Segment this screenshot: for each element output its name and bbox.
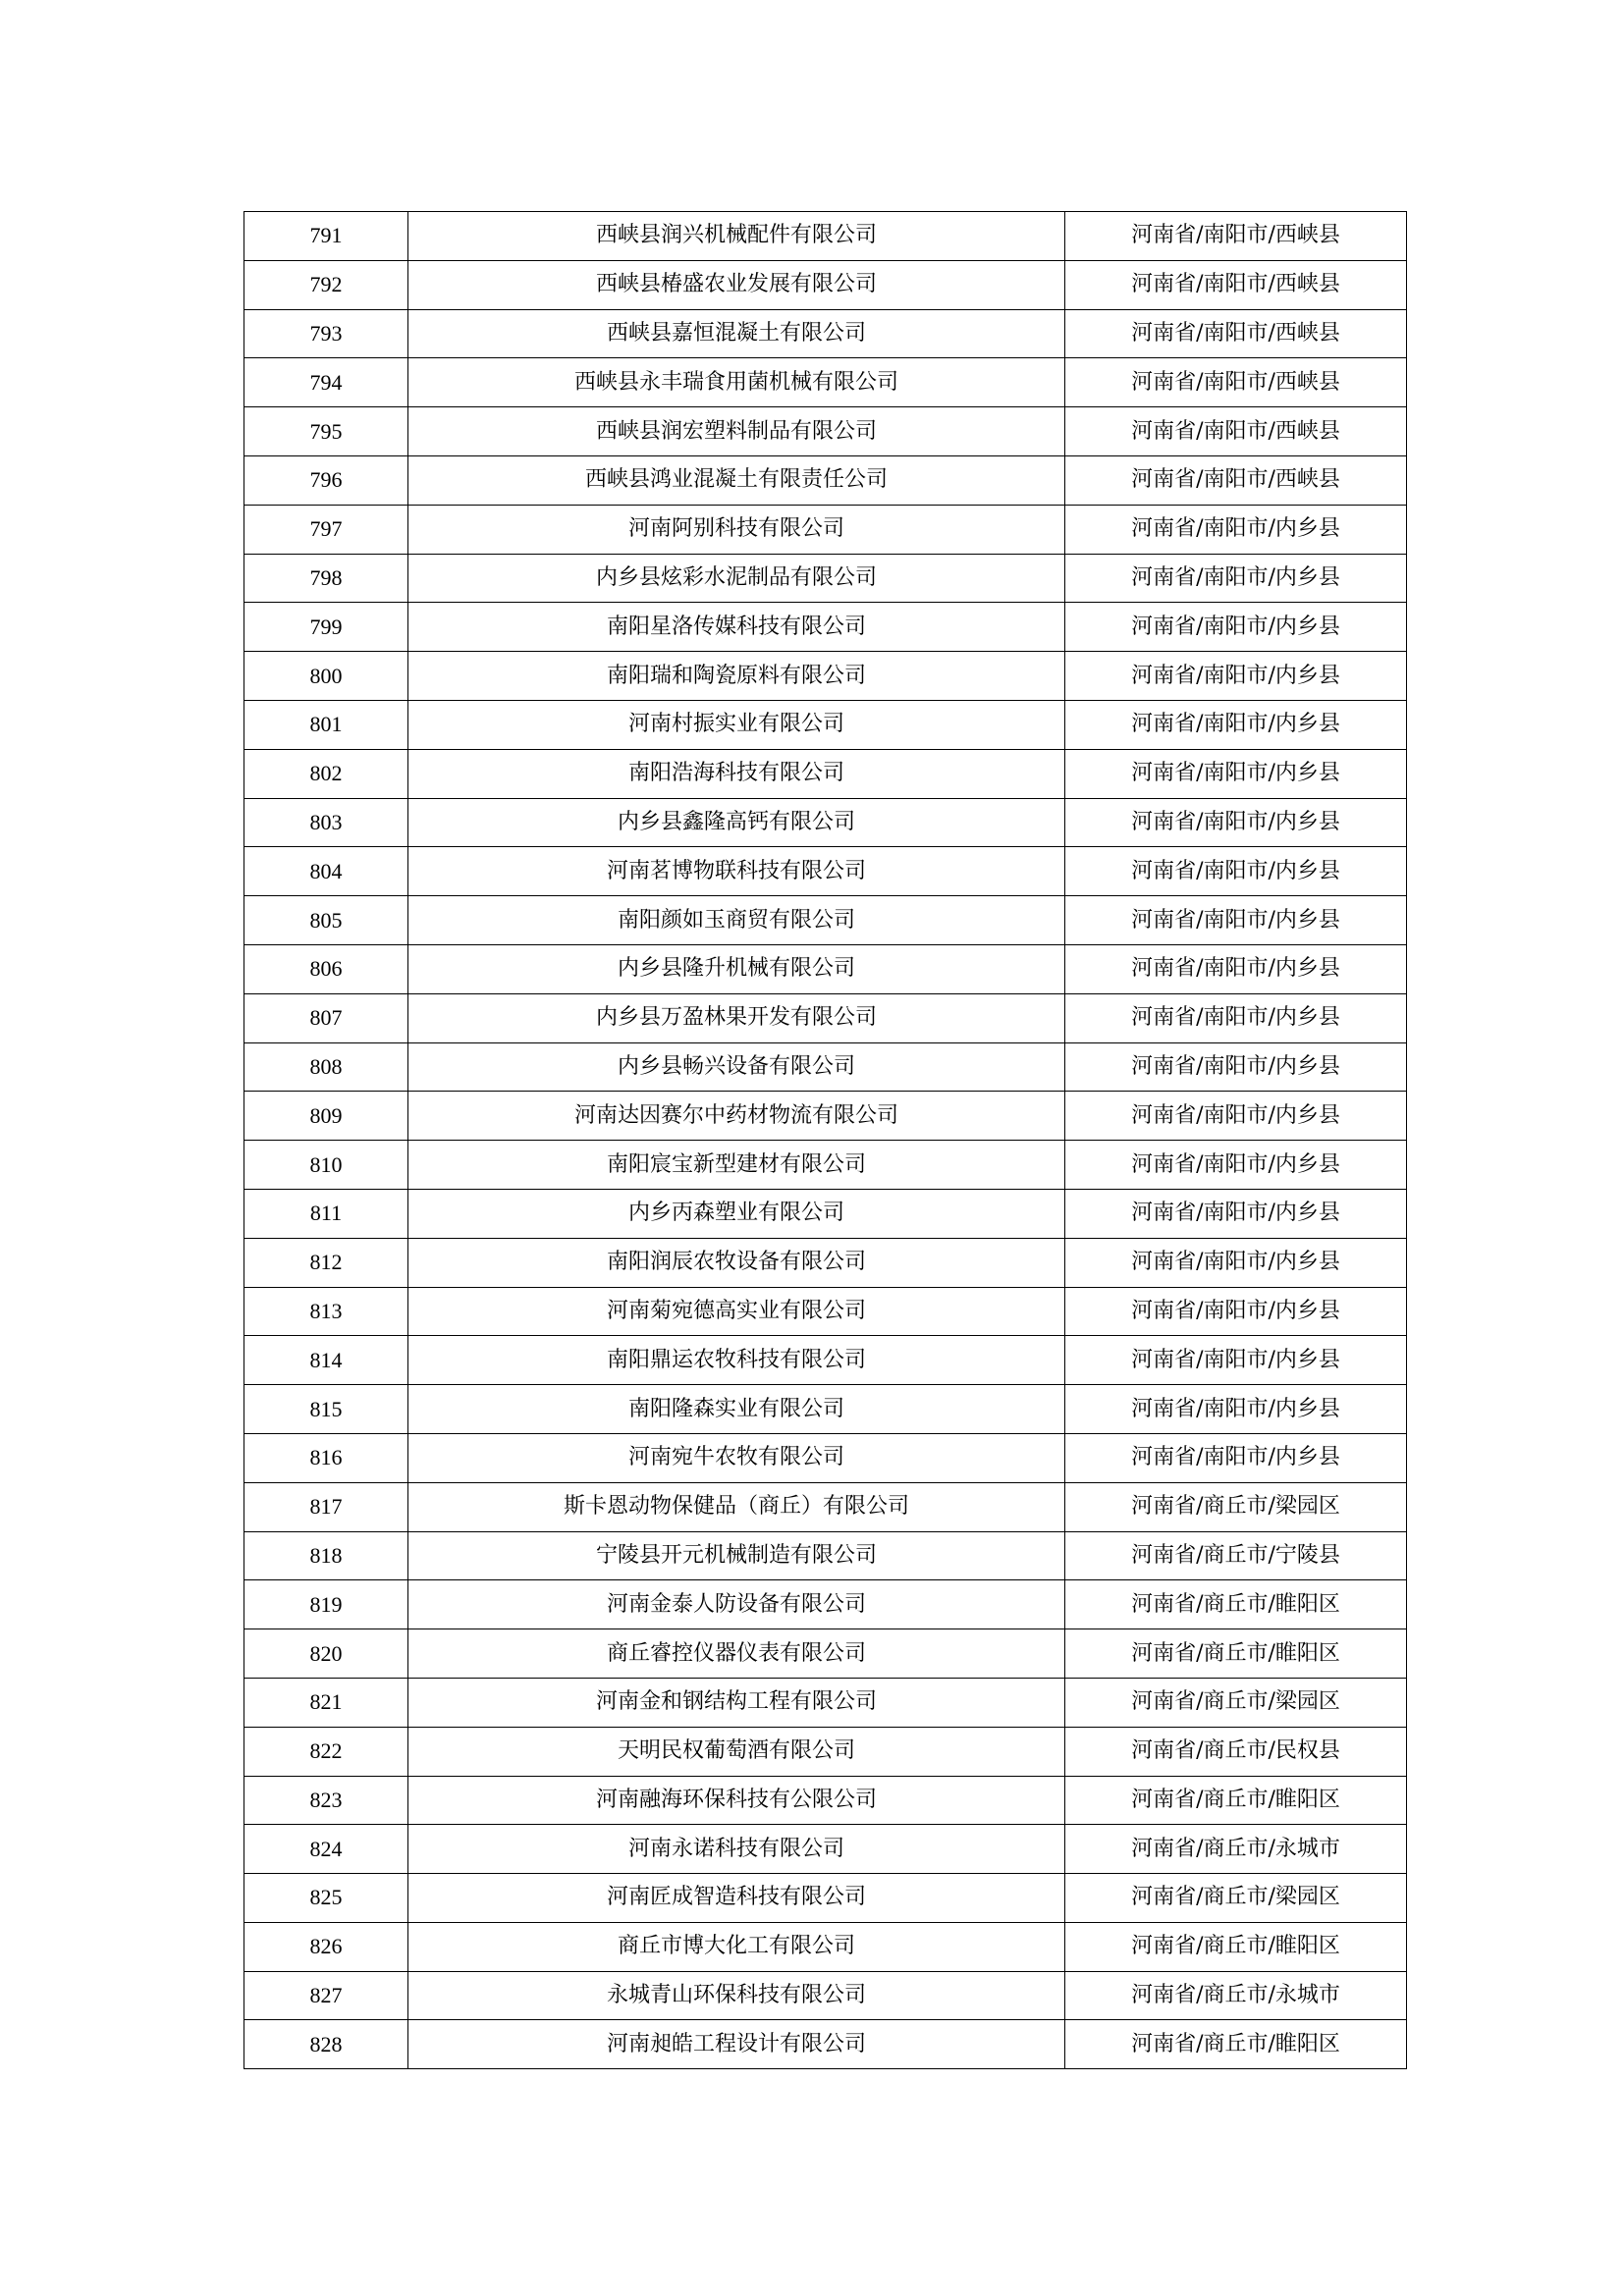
company-name-cell: 河南金和钢结构工程有限公司 bbox=[408, 1678, 1065, 1727]
region-cell: 河南省/南阳市/内乡县 bbox=[1065, 1092, 1407, 1141]
region-cell: 河南省/商丘市/梁园区 bbox=[1065, 1874, 1407, 1923]
company-name-cell: 商丘睿控仪器仪表有限公司 bbox=[408, 1629, 1065, 1679]
serial-number-cell: 803 bbox=[244, 798, 408, 847]
region-cell: 河南省/商丘市/永城市 bbox=[1065, 1825, 1407, 1874]
company-name-cell: 南阳浩海科技有限公司 bbox=[408, 749, 1065, 798]
serial-number-cell: 813 bbox=[244, 1287, 408, 1336]
serial-number-cell: 798 bbox=[244, 554, 408, 603]
serial-number-cell: 820 bbox=[244, 1629, 408, 1679]
serial-number-cell: 792 bbox=[244, 260, 408, 309]
table-row bbox=[244, 1678, 1407, 1727]
region-cell: 河南省/南阳市/内乡县 bbox=[1065, 798, 1407, 847]
region-cell: 河南省/商丘市/永城市 bbox=[1065, 1971, 1407, 2020]
table-row bbox=[244, 358, 1407, 407]
region-cell: 河南省/商丘市/睢阳区 bbox=[1065, 1629, 1407, 1679]
company-name-cell: 河南昶皓工程设计有限公司 bbox=[408, 2020, 1065, 2069]
region-cell: 河南省/南阳市/内乡县 bbox=[1065, 652, 1407, 701]
company-name-cell: 河南阿别科技有限公司 bbox=[408, 505, 1065, 554]
table-row bbox=[244, 505, 1407, 554]
region-cell: 河南省/南阳市/内乡县 bbox=[1065, 944, 1407, 993]
company-name-cell: 西峡县润兴机械配件有限公司 bbox=[408, 212, 1065, 261]
company-name-cell: 西峡县椿盛农业发展有限公司 bbox=[408, 260, 1065, 309]
region-cell: 河南省/南阳市/西峡县 bbox=[1065, 455, 1407, 505]
region-cell: 河南省/南阳市/西峡县 bbox=[1065, 309, 1407, 358]
company-name-cell: 河南永诺科技有限公司 bbox=[408, 1825, 1065, 1874]
company-name-cell: 内乡县炫彩水泥制品有限公司 bbox=[408, 554, 1065, 603]
table-row bbox=[244, 847, 1407, 896]
company-name-cell: 河南金泰人防设备有限公司 bbox=[408, 1580, 1065, 1629]
region-cell: 河南省/商丘市/睢阳区 bbox=[1065, 1580, 1407, 1629]
serial-number-cell: 810 bbox=[244, 1141, 408, 1190]
region-cell: 河南省/南阳市/内乡县 bbox=[1065, 1141, 1407, 1190]
table-row bbox=[244, 2020, 1407, 2069]
table-row bbox=[244, 798, 1407, 847]
company-name-cell: 河南达因赛尔中药材物流有限公司 bbox=[408, 1092, 1065, 1141]
region-cell: 河南省/南阳市/内乡县 bbox=[1065, 603, 1407, 652]
table-row bbox=[244, 993, 1407, 1042]
serial-number-cell: 799 bbox=[244, 603, 408, 652]
company-name-cell: 天明民权葡萄酒有限公司 bbox=[408, 1727, 1065, 1776]
serial-number-cell: 795 bbox=[244, 407, 408, 456]
table-row bbox=[244, 1141, 1407, 1190]
company-name-cell: 内乡丙森塑业有限公司 bbox=[408, 1189, 1065, 1238]
table-row bbox=[244, 1825, 1407, 1874]
serial-number-cell: 796 bbox=[244, 455, 408, 505]
company-name-cell: 南阳瑞和陶瓷原料有限公司 bbox=[408, 652, 1065, 701]
serial-number-cell: 815 bbox=[244, 1385, 408, 1434]
company-name-cell: 内乡县隆升机械有限公司 bbox=[408, 944, 1065, 993]
table-row bbox=[244, 1874, 1407, 1923]
company-name-cell: 河南匠成智造科技有限公司 bbox=[408, 1874, 1065, 1923]
region-cell: 河南省/南阳市/西峡县 bbox=[1065, 407, 1407, 456]
serial-number-cell: 825 bbox=[244, 1874, 408, 1923]
serial-number-cell: 804 bbox=[244, 847, 408, 896]
serial-number-cell: 800 bbox=[244, 652, 408, 701]
company-name-cell: 河南村振实业有限公司 bbox=[408, 700, 1065, 749]
company-name-cell: 西峡县鸿业混凝土有限责任公司 bbox=[408, 455, 1065, 505]
table-row bbox=[244, 1580, 1407, 1629]
region-cell: 河南省/南阳市/内乡县 bbox=[1065, 749, 1407, 798]
table-row bbox=[244, 1531, 1407, 1580]
table-row bbox=[244, 554, 1407, 603]
table-row bbox=[244, 652, 1407, 701]
serial-number-cell: 818 bbox=[244, 1531, 408, 1580]
company-name-cell: 南阳颜如玉商贸有限公司 bbox=[408, 896, 1065, 945]
table-row bbox=[244, 1189, 1407, 1238]
serial-number-cell: 807 bbox=[244, 993, 408, 1042]
serial-number-cell: 802 bbox=[244, 749, 408, 798]
table-row bbox=[244, 1482, 1407, 1531]
region-cell: 河南省/南阳市/西峡县 bbox=[1065, 212, 1407, 261]
region-cell: 河南省/南阳市/内乡县 bbox=[1065, 1287, 1407, 1336]
table-row bbox=[244, 700, 1407, 749]
table-row bbox=[244, 407, 1407, 456]
serial-number-cell: 794 bbox=[244, 358, 408, 407]
table-row bbox=[244, 1971, 1407, 2020]
company-name-cell: 南阳星洛传媒科技有限公司 bbox=[408, 603, 1065, 652]
table-row bbox=[244, 309, 1407, 358]
company-name-cell: 南阳宸宝新型建材有限公司 bbox=[408, 1141, 1065, 1190]
company-name-cell: 南阳润辰农牧设备有限公司 bbox=[408, 1238, 1065, 1287]
table-row bbox=[244, 1727, 1407, 1776]
company-name-cell: 西峡县润宏塑料制品有限公司 bbox=[408, 407, 1065, 456]
serial-number-cell: 812 bbox=[244, 1238, 408, 1287]
company-name-cell: 河南融海环保科技有公限公司 bbox=[408, 1776, 1065, 1825]
company-name-cell: 河南菊宛德高实业有限公司 bbox=[408, 1287, 1065, 1336]
table-row bbox=[244, 749, 1407, 798]
serial-number-cell: 814 bbox=[244, 1336, 408, 1385]
company-name-cell: 内乡县鑫隆高钙有限公司 bbox=[408, 798, 1065, 847]
serial-number-cell: 806 bbox=[244, 944, 408, 993]
table-row bbox=[244, 212, 1407, 261]
serial-number-cell: 819 bbox=[244, 1580, 408, 1629]
region-cell: 河南省/南阳市/内乡县 bbox=[1065, 1238, 1407, 1287]
serial-number-cell: 816 bbox=[244, 1433, 408, 1482]
serial-number-cell: 828 bbox=[244, 2020, 408, 2069]
region-cell: 河南省/南阳市/西峡县 bbox=[1065, 260, 1407, 309]
company-name-cell: 内乡县畅兴设备有限公司 bbox=[408, 1042, 1065, 1092]
region-cell: 河南省/南阳市/内乡县 bbox=[1065, 896, 1407, 945]
table-row bbox=[244, 896, 1407, 945]
region-cell: 河南省/南阳市/内乡县 bbox=[1065, 554, 1407, 603]
table-row bbox=[244, 944, 1407, 993]
region-cell: 河南省/南阳市/内乡县 bbox=[1065, 505, 1407, 554]
region-cell: 河南省/商丘市/梁园区 bbox=[1065, 1482, 1407, 1531]
region-cell: 河南省/商丘市/梁园区 bbox=[1065, 1678, 1407, 1727]
company-name-cell: 南阳隆森实业有限公司 bbox=[408, 1385, 1065, 1434]
company-name-cell: 斯卡恩动物保健品（商丘）有限公司 bbox=[408, 1482, 1065, 1531]
company-name-cell: 南阳鼎运农牧科技有限公司 bbox=[408, 1336, 1065, 1385]
company-name-cell: 永城青山环保科技有限公司 bbox=[408, 1971, 1065, 2020]
region-cell: 河南省/商丘市/睢阳区 bbox=[1065, 2020, 1407, 2069]
region-cell: 河南省/南阳市/内乡县 bbox=[1065, 847, 1407, 896]
table-row bbox=[244, 1092, 1407, 1141]
region-cell: 河南省/南阳市/内乡县 bbox=[1065, 1433, 1407, 1482]
serial-number-cell: 808 bbox=[244, 1042, 408, 1092]
table-body bbox=[244, 212, 1407, 2069]
region-cell: 河南省/南阳市/内乡县 bbox=[1065, 1042, 1407, 1092]
table-row bbox=[244, 1433, 1407, 1482]
table-row bbox=[244, 603, 1407, 652]
serial-number-cell: 822 bbox=[244, 1727, 408, 1776]
region-cell: 河南省/南阳市/内乡县 bbox=[1065, 1385, 1407, 1434]
company-name-cell: 商丘市博大化工有限公司 bbox=[408, 1922, 1065, 1971]
table-row bbox=[244, 1238, 1407, 1287]
company-name-cell: 宁陵县开元机械制造有限公司 bbox=[408, 1531, 1065, 1580]
table-row bbox=[244, 1629, 1407, 1679]
table-row bbox=[244, 1922, 1407, 1971]
serial-number-cell: 817 bbox=[244, 1482, 408, 1531]
table-row bbox=[244, 1336, 1407, 1385]
region-cell: 河南省/商丘市/睢阳区 bbox=[1065, 1776, 1407, 1825]
company-name-cell: 西峡县嘉恒混凝土有限公司 bbox=[408, 309, 1065, 358]
serial-number-cell: 827 bbox=[244, 1971, 408, 2020]
serial-number-cell: 821 bbox=[244, 1678, 408, 1727]
table-row bbox=[244, 1287, 1407, 1336]
serial-number-cell: 805 bbox=[244, 896, 408, 945]
region-cell: 河南省/南阳市/内乡县 bbox=[1065, 993, 1407, 1042]
region-cell: 河南省/商丘市/宁陵县 bbox=[1065, 1531, 1407, 1580]
serial-number-cell: 826 bbox=[244, 1922, 408, 1971]
serial-number-cell: 791 bbox=[244, 212, 408, 261]
serial-number-cell: 797 bbox=[244, 505, 408, 554]
table-row bbox=[244, 455, 1407, 505]
region-cell: 河南省/南阳市/西峡县 bbox=[1065, 358, 1407, 407]
enterprise-list-table bbox=[244, 211, 1407, 2069]
region-cell: 河南省/南阳市/内乡县 bbox=[1065, 700, 1407, 749]
region-cell: 河南省/商丘市/睢阳区 bbox=[1065, 1922, 1407, 1971]
company-name-cell: 河南宛牛农牧有限公司 bbox=[408, 1433, 1065, 1482]
serial-number-cell: 809 bbox=[244, 1092, 408, 1141]
table-row bbox=[244, 260, 1407, 309]
region-cell: 河南省/南阳市/内乡县 bbox=[1065, 1189, 1407, 1238]
serial-number-cell: 793 bbox=[244, 309, 408, 358]
company-name-cell: 河南茗博物联科技有限公司 bbox=[408, 847, 1065, 896]
region-cell: 河南省/商丘市/民权县 bbox=[1065, 1727, 1407, 1776]
region-cell: 河南省/南阳市/内乡县 bbox=[1065, 1336, 1407, 1385]
company-name-cell: 内乡县万盈林果开发有限公司 bbox=[408, 993, 1065, 1042]
serial-number-cell: 824 bbox=[244, 1825, 408, 1874]
company-name-cell: 西峡县永丰瑞食用菌机械有限公司 bbox=[408, 358, 1065, 407]
serial-number-cell: 811 bbox=[244, 1189, 408, 1238]
table-row bbox=[244, 1042, 1407, 1092]
serial-number-cell: 801 bbox=[244, 700, 408, 749]
table-row bbox=[244, 1385, 1407, 1434]
table-row bbox=[244, 1776, 1407, 1825]
serial-number-cell: 823 bbox=[244, 1776, 408, 1825]
